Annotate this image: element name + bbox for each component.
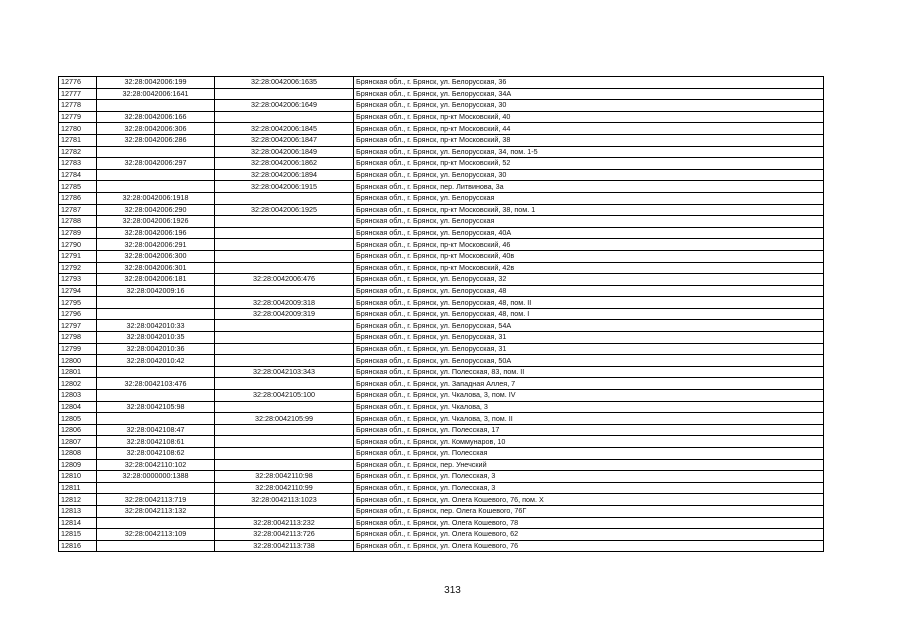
row-number-cell: 12808 <box>59 448 97 460</box>
building-cadastral-number-cell <box>215 459 354 471</box>
table-row <box>59 158 824 170</box>
row-number-cell: 12804 <box>59 401 97 413</box>
land-cadastral-number-cell <box>97 169 215 181</box>
address-cell: Брянская обл., г. Брянск, ул. Олега Кошевого, 62 <box>354 529 824 541</box>
land-cadastral-number-cell: 32:28:0042006:196 <box>97 227 215 239</box>
row-number-cell: 12777 <box>59 88 97 100</box>
row-number-cell: 12785 <box>59 181 97 193</box>
land-cadastral-number-cell: 32:28:0042010:36 <box>97 343 215 355</box>
row-number-cell: 12792 <box>59 262 97 274</box>
land-cadastral-number-cell: 32:28:0042103:476 <box>97 378 215 390</box>
building-cadastral-number-cell: 32:28:0042006:1862 <box>215 158 354 170</box>
building-cadastral-number-cell: 32:28:0042113:738 <box>215 540 354 552</box>
address-cell: Брянская обл., г. Брянск, пр-кт Московский, 40 <box>354 111 824 123</box>
building-cadastral-number-cell: 32:28:0042006:1649 <box>215 100 354 112</box>
building-cadastral-number-cell: 32:28:0042006:1925 <box>215 204 354 216</box>
address-cell: Брянская обл., г. Брянск, ул. Чкалова, 3, пом. IV <box>354 390 824 402</box>
building-cadastral-number-cell <box>215 250 354 262</box>
building-cadastral-number-cell <box>215 111 354 123</box>
row-number-cell: 12798 <box>59 332 97 344</box>
address-cell: Брянская обл., г. Брянск, ул. Олега Кошевого, 78 <box>354 517 824 529</box>
land-cadastral-number-cell: 32:28:0042006:166 <box>97 111 215 123</box>
land-cadastral-number-cell: 32:28:0042010:35 <box>97 332 215 344</box>
land-cadastral-number-cell <box>97 146 215 158</box>
table-row <box>59 77 824 89</box>
table-row <box>59 146 824 158</box>
address-cell: Брянская обл., г. Брянск, ул. Белорусская, 31 <box>354 343 824 355</box>
row-number-cell: 12812 <box>59 494 97 506</box>
building-cadastral-number-cell <box>215 343 354 355</box>
row-number-cell: 12791 <box>59 250 97 262</box>
address-cell: Брянская обл., г. Брянск, пр-кт Московский, 38 <box>354 134 824 146</box>
table-row <box>59 332 824 344</box>
land-cadastral-number-cell: 32:28:0042006:286 <box>97 134 215 146</box>
land-cadastral-number-cell: 32:28:0042006:300 <box>97 250 215 262</box>
land-cadastral-number-cell: 32:28:0042009:16 <box>97 285 215 297</box>
row-number-cell: 12787 <box>59 204 97 216</box>
address-cell: Брянская обл., г. Брянск, ул. Белорусская, 40А <box>354 227 824 239</box>
row-number-cell: 12807 <box>59 436 97 448</box>
row-number-cell: 12786 <box>59 192 97 204</box>
address-cell: Брянская обл., г. Брянск, ул. Олега Кошевого, 76 <box>354 540 824 552</box>
land-cadastral-number-cell: 32:28:0042006:306 <box>97 123 215 135</box>
address-cell: Брянская обл., г. Брянск, ул. Полесская, 3 <box>354 482 824 494</box>
land-cadastral-number-cell <box>97 308 215 320</box>
land-cadastral-number-cell <box>97 366 215 378</box>
land-cadastral-number-cell <box>97 390 215 402</box>
row-number-cell: 12811 <box>59 482 97 494</box>
land-cadastral-number-cell: 32:28:0042010:42 <box>97 355 215 367</box>
building-cadastral-number-cell: 32:28:0042006:1849 <box>215 146 354 158</box>
row-number-cell: 12780 <box>59 123 97 135</box>
row-number-cell: 12784 <box>59 169 97 181</box>
table-row <box>59 366 824 378</box>
land-cadastral-number-cell: 32:28:0042105:98 <box>97 401 215 413</box>
land-cadastral-number-cell: 32:28:0042006:291 <box>97 239 215 251</box>
address-cell: Брянская обл., г. Брянск, ул. Белорусская, 36 <box>354 77 824 89</box>
address-cell: Брянская обл., г. Брянск, ул. Чкалова, 3, пом. II <box>354 413 824 425</box>
building-cadastral-number-cell: 32:28:0042006:476 <box>215 274 354 286</box>
row-number-cell: 12814 <box>59 517 97 529</box>
land-cadastral-number-cell: 32:28:0042006:199 <box>97 77 215 89</box>
table-row <box>59 239 824 251</box>
table-row <box>59 181 824 193</box>
building-cadastral-number-cell <box>215 262 354 274</box>
land-cadastral-number-cell: 32:28:0042006:1926 <box>97 216 215 228</box>
building-cadastral-number-cell: 32:28:0042103:343 <box>215 366 354 378</box>
land-cadastral-number-cell <box>97 517 215 529</box>
building-cadastral-number-cell: 32:28:0042009:318 <box>215 297 354 309</box>
table-row <box>59 529 824 541</box>
address-cell: Брянская обл., г. Брянск, ул. Белорусская, 48, пом. II <box>354 297 824 309</box>
building-cadastral-number-cell <box>215 378 354 390</box>
address-cell: Брянская обл., г. Брянск, пер. Унечский <box>354 459 824 471</box>
row-number-cell: 12790 <box>59 239 97 251</box>
address-cell: Брянская обл., г. Брянск, пр-кт Московский, 44 <box>354 123 824 135</box>
table-row <box>59 192 824 204</box>
row-number-cell: 12809 <box>59 459 97 471</box>
table-row <box>59 343 824 355</box>
row-number-cell: 12778 <box>59 100 97 112</box>
row-number-cell: 12779 <box>59 111 97 123</box>
land-cadastral-number-cell: 32:28:0042006:1641 <box>97 88 215 100</box>
building-cadastral-number-cell: 32:28:0042110:98 <box>215 471 354 483</box>
table-row <box>59 540 824 552</box>
row-number-cell: 12800 <box>59 355 97 367</box>
table-row <box>59 355 824 367</box>
table-row <box>59 204 824 216</box>
table-row <box>59 250 824 262</box>
row-number-cell: 12796 <box>59 308 97 320</box>
table-row <box>59 401 824 413</box>
row-number-cell: 12806 <box>59 424 97 436</box>
land-cadastral-number-cell: 32:28:0042113:109 <box>97 529 215 541</box>
building-cadastral-number-cell <box>215 320 354 332</box>
address-cell: Брянская обл., г. Брянск, пр-кт Московский, 46 <box>354 239 824 251</box>
row-number-cell: 12795 <box>59 297 97 309</box>
building-cadastral-number-cell <box>215 505 354 517</box>
address-cell: Брянская обл., г. Брянск, ул. Белорусская <box>354 192 824 204</box>
row-number-cell: 12816 <box>59 540 97 552</box>
building-cadastral-number-cell <box>215 436 354 448</box>
table-row <box>59 123 824 135</box>
row-number-cell: 12815 <box>59 529 97 541</box>
address-cell: Брянская обл., г. Брянск, ул. Полесская, 17 <box>354 424 824 436</box>
row-number-cell: 12797 <box>59 320 97 332</box>
building-cadastral-number-cell <box>215 424 354 436</box>
building-cadastral-number-cell: 32:28:0042006:1845 <box>215 123 354 135</box>
land-cadastral-number-cell: 32:28:0042006:1918 <box>97 192 215 204</box>
row-number-cell: 12789 <box>59 227 97 239</box>
table-row <box>59 424 824 436</box>
address-cell: Брянская обл., г. Брянск, пр-кт Московский, 38, пом. 1 <box>354 204 824 216</box>
row-number-cell: 12805 <box>59 413 97 425</box>
land-cadastral-number-cell: 32:28:0042113:132 <box>97 505 215 517</box>
building-cadastral-number-cell <box>215 216 354 228</box>
address-cell: Брянская обл., г. Брянск, ул. Белорусская, 48, пом. I <box>354 308 824 320</box>
row-number-cell: 12803 <box>59 390 97 402</box>
address-cell: Брянская обл., г. Брянск, ул. Белорусская, 54А <box>354 320 824 332</box>
land-cadastral-number-cell: 32:28:0042113:719 <box>97 494 215 506</box>
table-row <box>59 517 824 529</box>
building-cadastral-number-cell: 32:28:0042006:1915 <box>215 181 354 193</box>
row-number-cell: 12813 <box>59 505 97 517</box>
table-row <box>59 100 824 112</box>
table-row <box>59 111 824 123</box>
table-row <box>59 216 824 228</box>
table-row <box>59 285 824 297</box>
row-number-cell: 12782 <box>59 146 97 158</box>
building-cadastral-number-cell <box>215 239 354 251</box>
building-cadastral-number-cell <box>215 285 354 297</box>
building-cadastral-number-cell: 32:28:0042009:319 <box>215 308 354 320</box>
building-cadastral-number-cell: 32:28:0042113:726 <box>215 529 354 541</box>
row-number-cell: 12810 <box>59 471 97 483</box>
land-cadastral-number-cell <box>97 540 215 552</box>
table-row <box>59 471 824 483</box>
land-cadastral-number-cell: 32:28:0042006:297 <box>97 158 215 170</box>
land-cadastral-number-cell <box>97 413 215 425</box>
table-row <box>59 505 824 517</box>
table-row <box>59 227 824 239</box>
address-cell: Брянская обл., г. Брянск, ул. Белорусская, 32 <box>354 274 824 286</box>
address-cell: Брянская обл., г. Брянск, ул. Полесская, 3 <box>354 471 824 483</box>
building-cadastral-number-cell: 32:28:0042006:1894 <box>215 169 354 181</box>
address-cell: Брянская обл., г. Брянск, пер. Литвинова, 3а <box>354 181 824 193</box>
address-cell: Брянская обл., г. Брянск, ул. Белорусская, 31 <box>354 332 824 344</box>
row-number-cell: 12801 <box>59 366 97 378</box>
land-cadastral-number-cell <box>97 181 215 193</box>
address-cell: Брянская обл., г. Брянск, ул. Полесская <box>354 448 824 460</box>
address-cell: Брянская обл., г. Брянск, ул. Белорусская, 50А <box>354 355 824 367</box>
address-cell: Брянская обл., г. Брянск, ул. Коммунаров, 10 <box>354 436 824 448</box>
table-row <box>59 308 824 320</box>
address-cell: Брянская обл., г. Брянск, пр-кт Московский, 40в <box>354 250 824 262</box>
land-cadastral-number-cell <box>97 297 215 309</box>
building-cadastral-number-cell <box>215 332 354 344</box>
row-number-cell: 12794 <box>59 285 97 297</box>
address-cell: Брянская обл., г. Брянск, ул. Белорусская, 34А <box>354 88 824 100</box>
land-cadastral-number-cell <box>97 100 215 112</box>
address-cell: Брянская обл., г. Брянск, пр-кт Московский, 42в <box>354 262 824 274</box>
address-cell: Брянская обл., г. Брянск, ул. Полесская, 83, пом. II <box>354 366 824 378</box>
address-cell: Брянская обл., г. Брянск, ул. Белорусская, 48 <box>354 285 824 297</box>
building-cadastral-number-cell <box>215 448 354 460</box>
address-cell: Брянская обл., г. Брянск, ул. Белорусская, 30 <box>354 169 824 181</box>
building-cadastral-number-cell: 32:28:0042113:232 <box>215 517 354 529</box>
registry-table <box>58 76 824 552</box>
table-row <box>59 297 824 309</box>
table-row <box>59 274 824 286</box>
building-cadastral-number-cell <box>215 401 354 413</box>
address-cell: Брянская обл., г. Брянск, ул. Белорусская, 30 <box>354 100 824 112</box>
row-number-cell: 12776 <box>59 77 97 89</box>
land-cadastral-number-cell <box>97 482 215 494</box>
table-row <box>59 448 824 460</box>
registry-table-body <box>59 77 824 552</box>
table-row <box>59 320 824 332</box>
table-row <box>59 494 824 506</box>
land-cadastral-number-cell: 32:28:0042108:62 <box>97 448 215 460</box>
building-cadastral-number-cell <box>215 88 354 100</box>
table-row <box>59 378 824 390</box>
table-row <box>59 390 824 402</box>
address-cell: Брянская обл., г. Брянск, ул. Белорусская <box>354 216 824 228</box>
row-number-cell: 12788 <box>59 216 97 228</box>
land-cadastral-number-cell: 32:28:0042006:181 <box>97 274 215 286</box>
table-row <box>59 169 824 181</box>
land-cadastral-number-cell: 32:28:0000000:1388 <box>97 471 215 483</box>
building-cadastral-number-cell: 32:28:0042105:99 <box>215 413 354 425</box>
land-cadastral-number-cell: 32:28:0042110:102 <box>97 459 215 471</box>
building-cadastral-number-cell <box>215 192 354 204</box>
land-cadastral-number-cell: 32:28:0042010:33 <box>97 320 215 332</box>
row-number-cell: 12799 <box>59 343 97 355</box>
table-row <box>59 262 824 274</box>
building-cadastral-number-cell <box>215 227 354 239</box>
building-cadastral-number-cell: 32:28:0042006:1635 <box>215 77 354 89</box>
table-row <box>59 134 824 146</box>
row-number-cell: 12793 <box>59 274 97 286</box>
address-cell: Брянская обл., г. Брянск, ул. Западная Аллея, 7 <box>354 378 824 390</box>
building-cadastral-number-cell <box>215 355 354 367</box>
address-cell: Брянская обл., г. Брянск, пер. Олега Кошевого, 76Г <box>354 505 824 517</box>
row-number-cell: 12802 <box>59 378 97 390</box>
land-cadastral-number-cell: 32:28:0042006:290 <box>97 204 215 216</box>
building-cadastral-number-cell: 32:28:0042105:100 <box>215 390 354 402</box>
address-cell: Брянская обл., г. Брянск, пр-кт Московский, 52 <box>354 158 824 170</box>
row-number-cell: 12783 <box>59 158 97 170</box>
land-cadastral-number-cell: 32:28:0042108:47 <box>97 424 215 436</box>
table-row <box>59 413 824 425</box>
table-row <box>59 482 824 494</box>
table-row <box>59 88 824 100</box>
building-cadastral-number-cell: 32:28:0042113:1023 <box>215 494 354 506</box>
table-row <box>59 459 824 471</box>
address-cell: Брянская обл., г. Брянск, ул. Чкалова, 3 <box>354 401 824 413</box>
table-row <box>59 436 824 448</box>
address-cell: Брянская обл., г. Брянск, ул. Белорусская, 34, пом. 1-5 <box>354 146 824 158</box>
building-cadastral-number-cell: 32:28:0042110:99 <box>215 482 354 494</box>
building-cadastral-number-cell: 32:28:0042006:1847 <box>215 134 354 146</box>
land-cadastral-number-cell: 32:28:0042108:61 <box>97 436 215 448</box>
row-number-cell: 12781 <box>59 134 97 146</box>
land-cadastral-number-cell: 32:28:0042006:301 <box>97 262 215 274</box>
address-cell: Брянская обл., г. Брянск, ул. Олега Кошевого, 76, пом. X <box>354 494 824 506</box>
page-number: 313 <box>444 585 461 596</box>
